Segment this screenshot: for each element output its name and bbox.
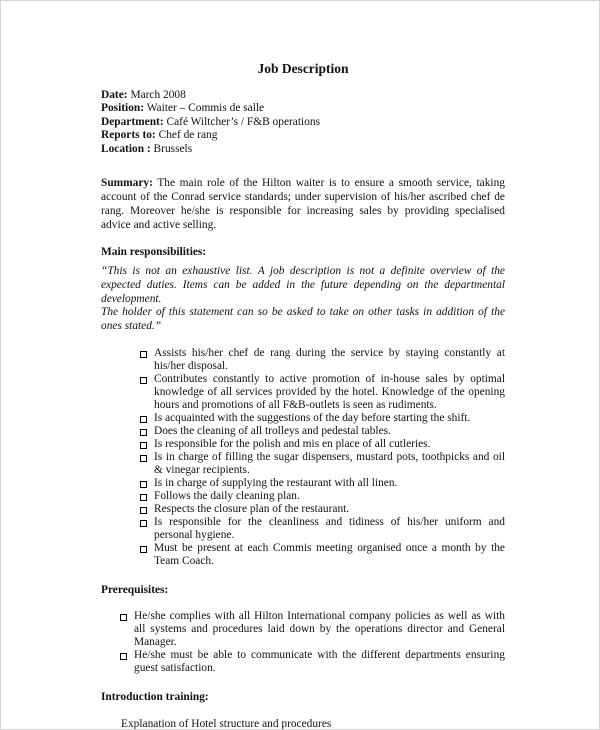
list-item-text: Does the cleaning of all trolleys and pedestal tables. — [154, 425, 391, 438]
meta-row — [101, 129, 505, 142]
list-item-text: Is acquainted with the suggestions of the day before starting the shift. — [154, 412, 471, 425]
checkbox-bullet-icon — [120, 653, 127, 660]
meta-value: Chef de rang — [158, 129, 218, 142]
meta-label: Department: — [101, 115, 164, 128]
summary-text: The main role of the Hilton waiter is to ensure a smooth service, taking account of the Conrad service standards; under supervision of his/her ascribed chef de rang. Moreover he/she is responsible for increasing sales by providing specialised advice and active selling. — [101, 177, 505, 232]
prerequisites-list — [101, 610, 505, 675]
list-item-text: Is in charge of supplying the restaurant with all linen. — [154, 477, 398, 490]
meta-label: Reports to: — [101, 129, 156, 142]
meta-value: Brussels — [153, 142, 193, 155]
list-item — [101, 649, 505, 675]
checkbox-bullet-icon — [140, 377, 147, 384]
meta-row — [101, 116, 505, 129]
meta-value: Café Wiltcher’s / F&B operations — [166, 115, 321, 128]
list-item — [101, 477, 505, 490]
checkbox-bullet-icon — [140, 481, 147, 488]
disclaimer-quote-part-2: The holder of this statement can so be asked to take on other tasks in addition of the ones stated.” — [101, 306, 505, 333]
training-heading: Introduction training: — [101, 691, 209, 704]
list-item — [101, 425, 505, 438]
training-line: Explanation of Hotel structure and procedures — [121, 718, 332, 730]
checkbox-bullet-icon — [140, 507, 147, 514]
summary-label: Summary: — [101, 177, 153, 190]
list-item-text: Must be present at each Commis meeting organised once a month by the Team Coach. — [154, 542, 505, 568]
list-item — [101, 347, 505, 373]
list-item — [101, 373, 505, 412]
responsibilities-list — [101, 347, 505, 568]
meta-row — [101, 143, 505, 156]
list-item — [101, 516, 505, 542]
list-item-text: He/she must be able to communicate with the different departments ensuring guest satisfaction. — [134, 649, 505, 675]
list-item — [101, 610, 505, 649]
checkbox-bullet-icon — [140, 442, 147, 449]
meta-row — [101, 102, 505, 115]
meta-label: Date: — [101, 89, 128, 101]
list-item — [101, 503, 505, 516]
checkbox-bullet-icon — [140, 546, 147, 553]
meta-value: March 2008 — [130, 89, 186, 101]
summary-paragraph — [101, 176, 505, 232]
disclaimer-quote — [101, 265, 505, 334]
list-item — [101, 438, 505, 451]
prerequisites-heading: Prerequisites: — [101, 584, 169, 597]
checkbox-bullet-icon — [140, 520, 147, 527]
list-item-text: Is responsible for the polish and mis en place of all cutleries. — [154, 438, 431, 451]
checkbox-bullet-icon — [120, 614, 127, 621]
meta-label: Location : — [101, 142, 151, 155]
list-item-text: Is in charge of filling the sugar dispensers, mustard pots, toothpicks and oil & vinegar recipients. — [154, 451, 505, 477]
list-item-text: Assists his/her chef de rang during the service by staying constantly at his/her disposal. — [154, 347, 505, 373]
checkbox-bullet-icon — [140, 494, 147, 501]
list-item-text: He/she complies with all Hilton International company policies as well as with all systems and procedures laid down by the operations director and General Manager. — [134, 610, 505, 649]
list-item-text: Is responsible for the cleanliness and tidiness of his/her uniform and personal hygiene. — [154, 516, 505, 542]
page-title: Job Description — [257, 61, 349, 76]
checkbox-bullet-icon — [140, 429, 147, 436]
checkbox-bullet-icon — [140, 455, 147, 462]
meta-label: Position: — [101, 102, 145, 115]
list-item — [101, 490, 505, 503]
list-item — [101, 542, 505, 568]
list-item-text: Contributes constantly to active promotion of in-house sales by optimal knowledge of all services provided by the hotel. Knowledge of the opening hours and promotions of all F&B-outlets is seen as rudiments. — [154, 373, 505, 412]
list-item-text: Follows the daily cleaning plan. — [154, 490, 300, 503]
disclaimer-quote-part-1: “This is not an exhaustive list. A job description is not a definite overview of the expected duties. Items can be added in the future depending on the departmental development. — [101, 265, 505, 305]
list-item — [101, 412, 505, 425]
checkbox-bullet-icon — [140, 351, 147, 358]
checkbox-bullet-icon — [140, 416, 147, 423]
meta-row — [101, 89, 505, 102]
meta-block — [101, 89, 505, 156]
responsibilities-heading: Main responsibilities: — [101, 246, 207, 259]
list-item-text: Respects the closure plan of the restaurant. — [154, 503, 350, 516]
meta-value: Waiter – Commis de salle — [146, 102, 265, 115]
list-item — [101, 451, 505, 477]
